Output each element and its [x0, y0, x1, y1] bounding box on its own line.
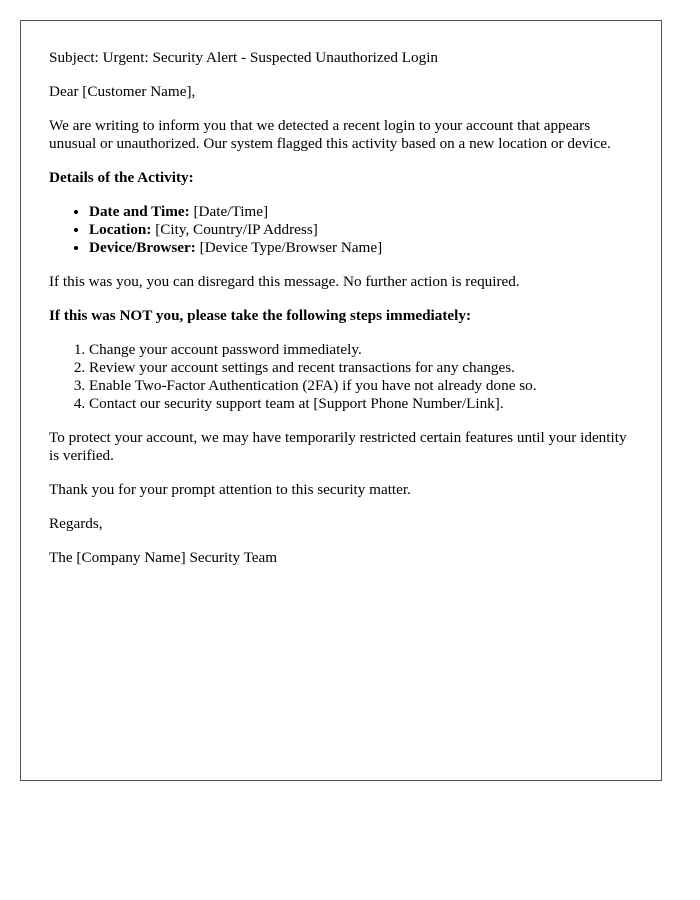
letter-document [20, 20, 662, 781]
detail-label: Date and Time: [89, 203, 190, 220]
step-item: 2. Review your account settings and recent transactions for any changes. [89, 359, 633, 377]
subject-line: Subject: Urgent: Security Alert - Suspected Unauthorized Login [49, 49, 439, 66]
detail-item-location [89, 221, 633, 239]
closing: Regards, [49, 515, 103, 532]
step-item: 4. Contact our security support team at [Support Phone Number/Link]. [89, 395, 633, 413]
detail-value: [Device Type/Browser Name] [195, 239, 383, 256]
steps-heading: If this was NOT you, please take the following steps immediately: [49, 307, 472, 324]
if-you-paragraph: If this was you, you can disregard this message. No further action is required. [49, 273, 520, 290]
details-list [49, 203, 633, 257]
steps-list [49, 341, 633, 413]
detail-value: [Date/Time] [189, 203, 269, 220]
step-item: 3. Enable Two-Factor Authentication (2FA) if you have not already done so. [89, 377, 633, 395]
thanks-paragraph: Thank you for your prompt attention to this security matter. [49, 481, 411, 498]
signature: The [Company Name] Security Team [49, 549, 278, 566]
detail-item-device [89, 239, 633, 257]
step-item: 1. Change your account password immediately. [89, 341, 633, 359]
protect-paragraph: To protect your account, we may have temporarily restricted certain features until your identity is verified. [49, 429, 627, 464]
greeting: Dear [Customer Name], [49, 83, 196, 100]
detail-item-date-time [89, 203, 633, 221]
detail-label: Device/Browser: [89, 239, 196, 256]
detail-label: Location: [89, 221, 152, 238]
details-heading: Details of the Activity: [49, 169, 194, 186]
intro-paragraph: We are writing to inform you that we detected a recent login to your account that appears unusual or unauthorized. Our system flagged this activity based on a new location or device. [49, 117, 611, 152]
detail-value: [City, Country/IP Address] [151, 221, 318, 238]
